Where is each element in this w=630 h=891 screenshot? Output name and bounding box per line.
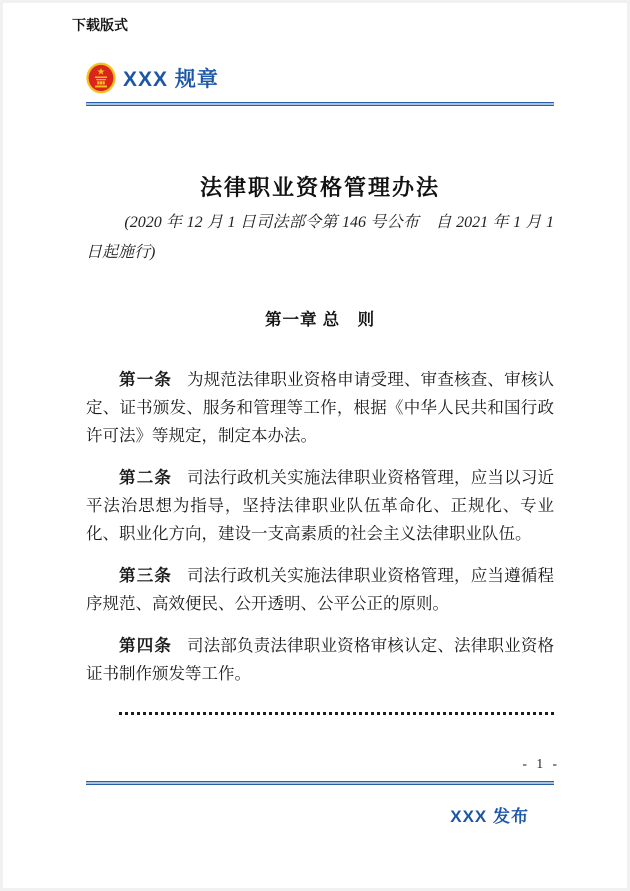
article-1-text: 为规范法律职业资格申请受理、审查核查、审核认定、证书颁发、服务和管理等工作，根据《中华人民共和国行政许可法》等规定，制定本办法。 [86, 370, 555, 445]
header-rule [86, 102, 554, 106]
document-title: 法律职业资格管理办法 [199, 175, 440, 200]
regulation-category-label: XXX 规章 [123, 68, 219, 91]
page-header [86, 60, 554, 96]
download-format-link[interactable]: 下载版式 [72, 19, 128, 34]
article-3-label: 第三条 [119, 567, 173, 585]
article-4-text: 司法部负责法律职业资格审核认定、法律职业资格证书制作颁发等工作。 [86, 636, 555, 683]
document-subtitle: (2020 年 12 月 1 日司法部令第 146 号公布 自 2021 年 1 月 1 日起施行) [86, 214, 554, 261]
dotted-separator [119, 706, 554, 715]
footer-rule [86, 781, 554, 785]
national-emblem-icon [86, 62, 116, 94]
article-4 [86, 632, 554, 688]
article-2-text: 司法行政机关实施法律职业资格管理，应当以习近平法治思想为指导，坚持法律职业队伍革命化、正规化、专业化、职业化方向，建设一支高素质的社会主义法律职业队伍。 [86, 468, 555, 543]
article-1 [86, 366, 554, 450]
chapter-heading: 第一章 总 则 [264, 310, 376, 329]
publisher-label: XXX 发布 [450, 807, 529, 826]
page-number: - 1 - [522, 756, 560, 771]
article-body [86, 366, 554, 702]
article-3 [86, 562, 554, 618]
article-1-label: 第一条 [119, 371, 173, 389]
article-4-label: 第四条 [119, 637, 173, 655]
article-2-label: 第二条 [119, 469, 173, 487]
article-2 [86, 464, 554, 548]
article-3-text: 司法行政机关实施法律职业资格管理，应当遵循程序规范、高效便民、公开透明、公平公正的原则。 [86, 566, 555, 613]
